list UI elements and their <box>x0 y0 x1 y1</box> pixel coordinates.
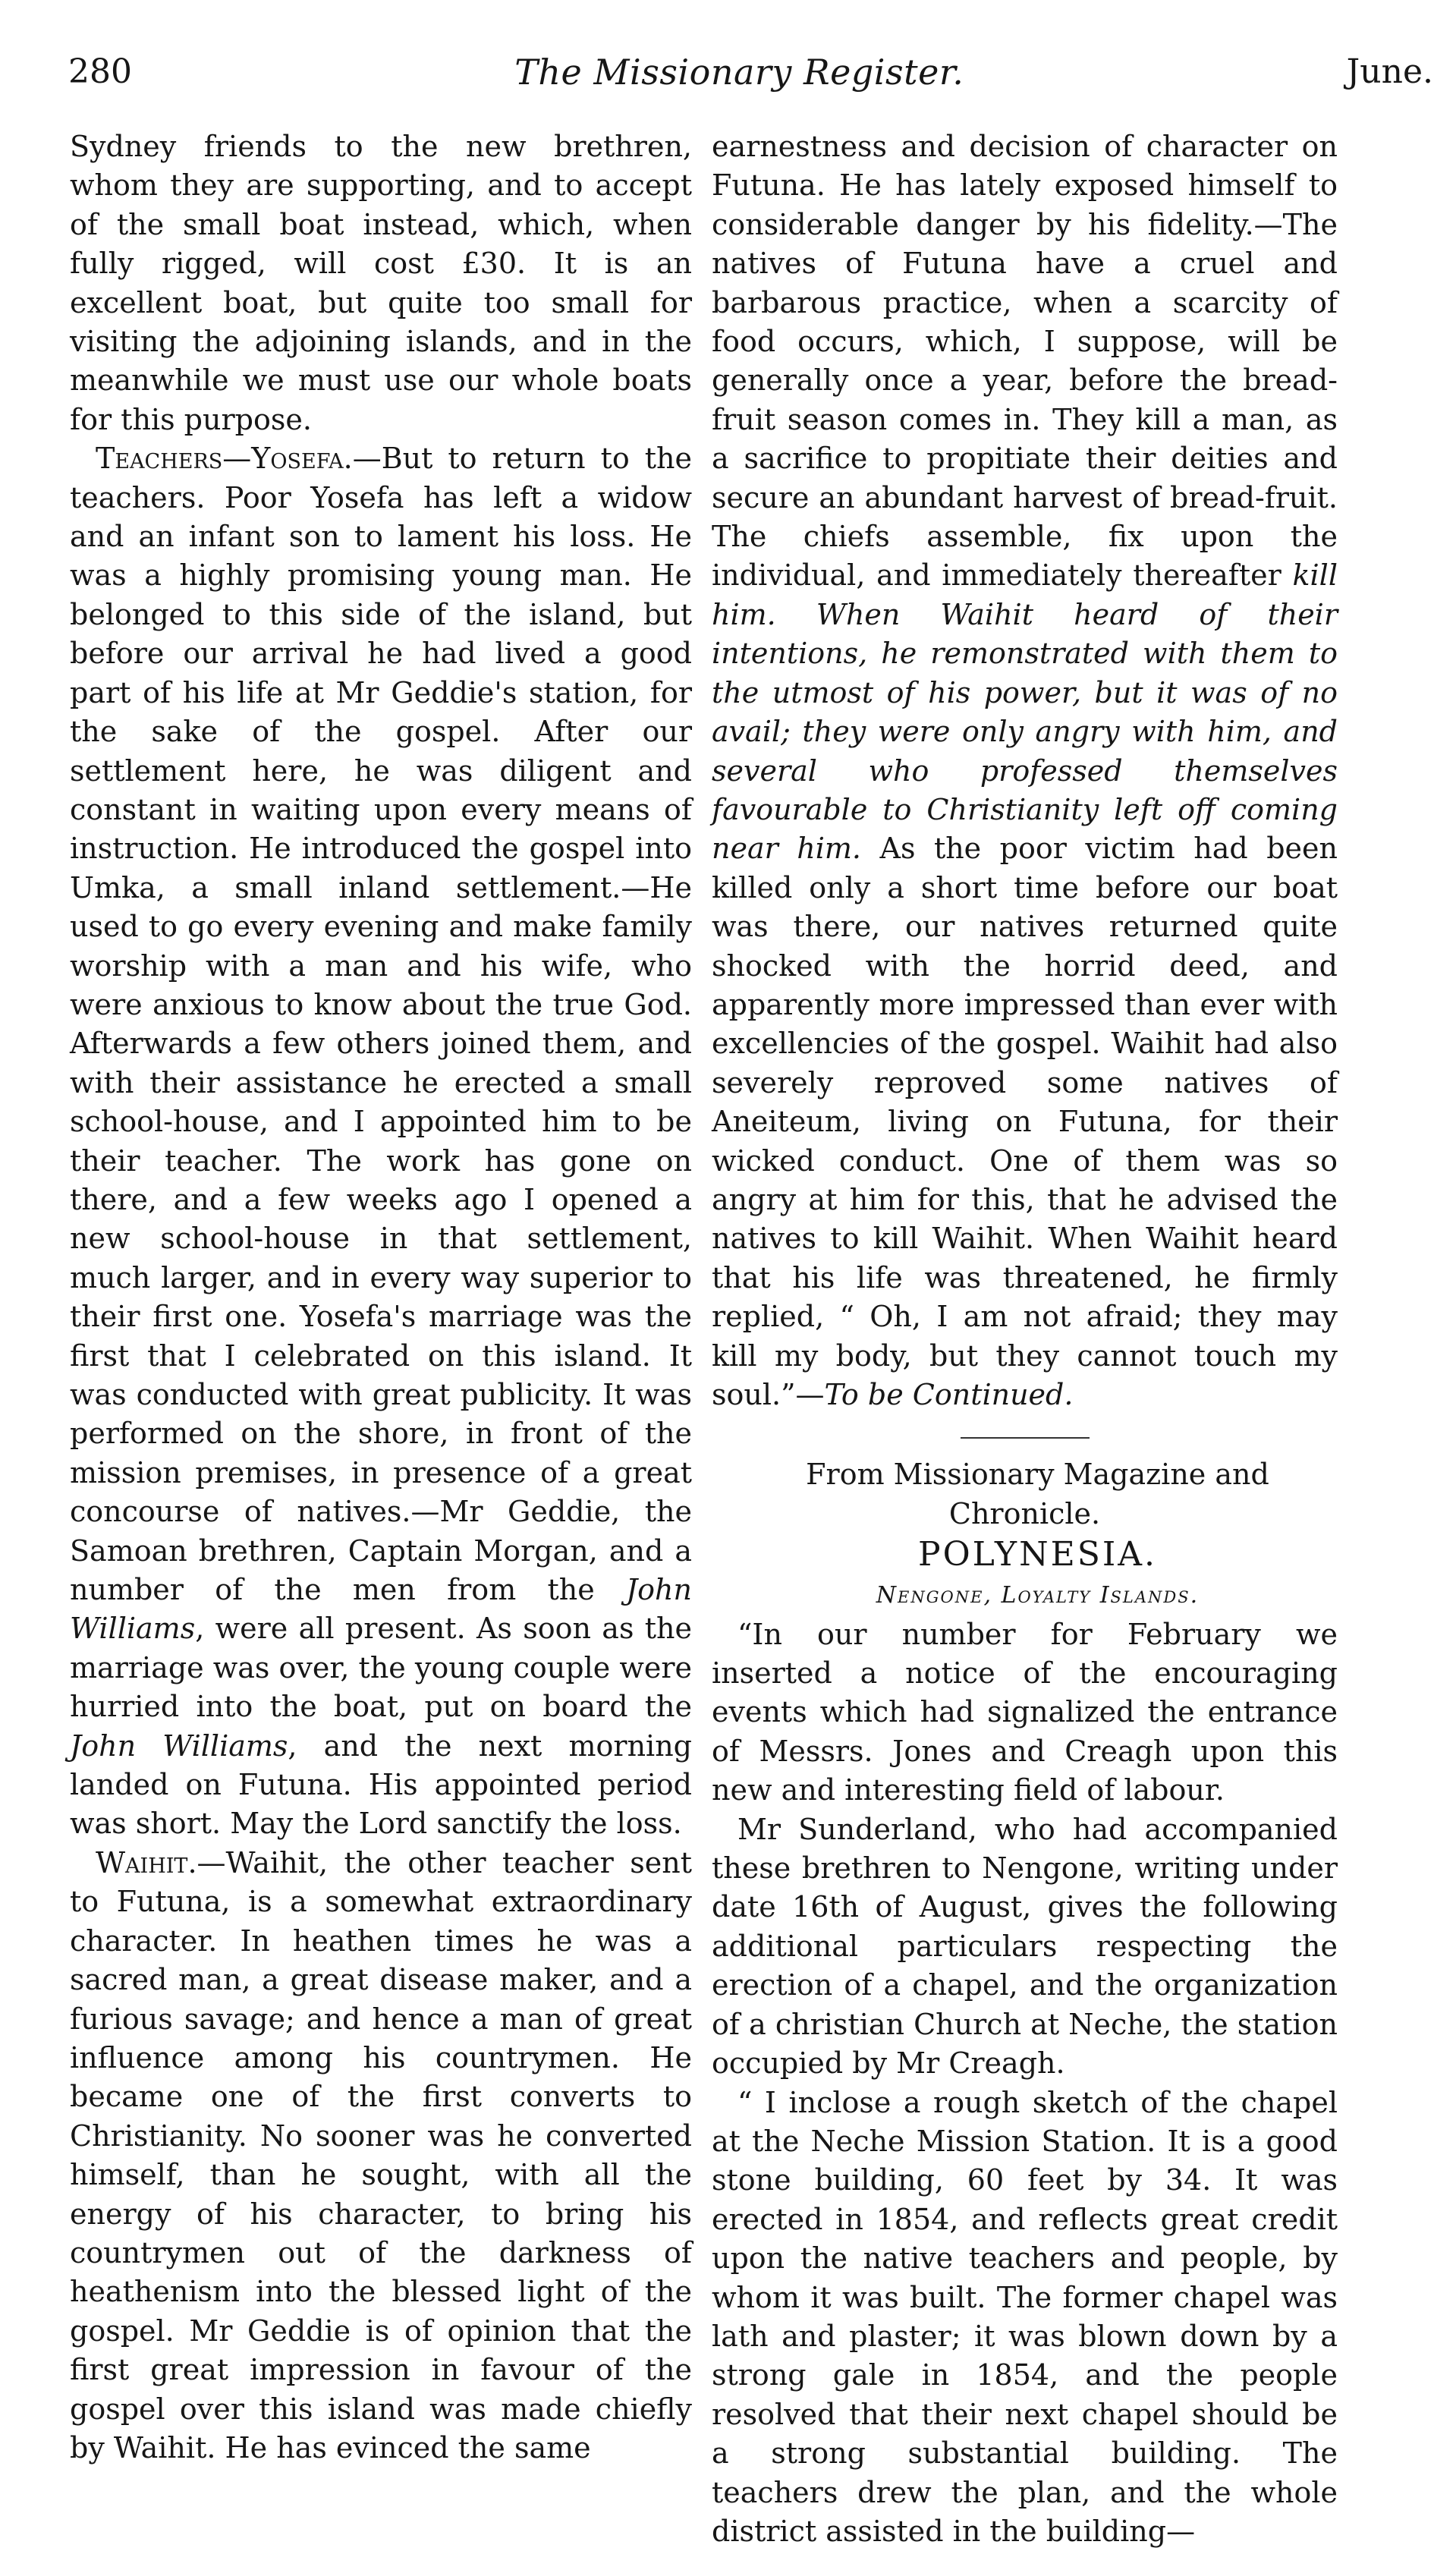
source-line: From Missionary Magazine and Chronicle. <box>712 1455 1338 1533</box>
paragraph: earnestness and decision of character on Futuna. He has lately exposed himself to considerable danger by his fidelity.—The natives of Futuna have a cruel and barbarous practice, when a scarcity of food occurs, which, I suppose, will be generally once a year, before the bread-fruit season comes in. They kill a man, as a sacrifice to propitiate their deities and secure an abundant harvest of bread-fruit. The chiefs assemble, fix upon the individual, and immediately thereafter kill him. When Waihit heard of their intentions, he remonstrated with them to the utmost of his power, but it was of no avail; they were only angry with him, and several who professed themselves favourable to Christianity left off coming near him. As the poor victim had been killed only a short time before our boat was there, our natives returned quite shocked with the horrid deed, and apparently more impressed than ever with excellencies of the gospel. Waihit had also severely reproved some natives of Aneiteum, living on Futuna, for their wicked conduct. One of them was so angry at him for this, that he advised the natives to kill Waihit. When Waihit heard that his life was threatened, he firmly replied, “ Oh, I am not afraid; they may kill my body, but they cannot touch my soul.”—To be Continued. <box>712 127 1338 1414</box>
page-header <box>68 30 1433 114</box>
paragraph: “ I inclose a rough sketch of the chapel at the Neche Mission Station. It is a good stone building, 60 feet by 34. It was erected in 1854, and reflects great credit upon the native teachers and people, by whom it was built. The former chapel was lath and plaster; it was blown down by a strong gale in 1854, and the people resolved that their next chapel should be a strong substantial building. The teachers drew the plan, and the whole district assisted in the building— <box>712 2084 1338 2551</box>
section-heading: Waihit. <box>96 1846 197 1879</box>
paragraph-yosefa: Teachers—Yosefa.—But to return to the teachers. Poor Yosefa has left a widow and an infant son to lament his loss. He was a highly promising young man. He belonged to this side of the island, but before our arrival he had lived a good part of his life at Mr Geddie's station, for the sake of the gospel. After our settlement here, he was diligent and constant in waiting upon every means of instruction. He introduced the gospel into Umka, a small inland settlement.—He used to go every evening and make family worship with a man and his wife, who were anxious to know about the true God. Afterwards a few others joined them, and with their assistance he erected a small school-house, and I appointed him to be their teacher. The work has gone on there, and a few weeks ago I opened a new school-house in that settlement, much larger, and in every way superior to their first one. Yosefa's marriage was the first that I celebrated on this island. It was conducted with great publicity. It was performed on the shore, in front of the mission premises, in presence of a great concourse of natives.—Mr Geddie, the Samoan brethren, Captain Morgan, and a number of the men from the John Williams, were all present. As soon as the marriage was over, the young couple were hurried into the boat, put on board the John Williams, and the next morning landed on Futuna. His appointed period was short. May the Lord sanctify the loss. <box>70 439 692 1844</box>
ship-name: John Williams <box>70 1573 692 1645</box>
section-divider <box>961 1437 1090 1439</box>
paragraph: Sydney friends to the new brethren, whom they are supporting, and to accept of the small boat instead, which, when fully rigged, will cost £30. It is an excellent boat, but quite too small for visiting the adjoining islands, and in the meanwhile we must use our whole boats for this purpose. <box>70 127 692 439</box>
paragraph: Mr Sunderland, who had accompanied these brethren to Nengone, writing under date 16th of August, gives the following additional particulars respecting the erection of a chapel, and the organization of a christian Church at Neche, the station occupied by Mr Creagh. <box>712 1810 1338 2084</box>
paragraph-waihit: Waihit.—Waihit, the other teacher sent to Futuna, is a somewhat extraordinary character. In heathen times he was a sacred man, a great disease maker, and a furious savage; and hence a man of great influence among his countrymen. He became one of the first converts to Christianity. No sooner was he converted himself, than he sought, with all the energy of his character, to bring his countrymen out of the darkness of heathenism into the blessed light of the gospel. Mr Geddie is of opinion that the first great impression in favour of the gospel over this island was made chiefly by Waihit. He has evinced the same <box>70 1844 692 2468</box>
section-title: POLYNESIA. <box>712 1533 1338 1576</box>
paragraph: “In our number for February we inserted a notice of the encouraging events which had signalized the entrance of Messrs. Jones and Creagh upon this new and interesting field of labour. <box>712 1615 1338 1810</box>
running-title: The Missionary Register. <box>514 55 964 90</box>
right-column <box>712 127 1338 2551</box>
ship-name: John Williams <box>70 1729 288 1763</box>
page-number: 280 <box>68 55 132 89</box>
left-column <box>70 127 692 2468</box>
section-heading: Teachers—Yosefa. <box>96 442 353 475</box>
running-month: June. <box>1347 55 1433 89</box>
continued-note: To be Continued. <box>825 1378 1074 1411</box>
section-subtitle: Nengone, Loyalty Islands. <box>712 1576 1338 1615</box>
